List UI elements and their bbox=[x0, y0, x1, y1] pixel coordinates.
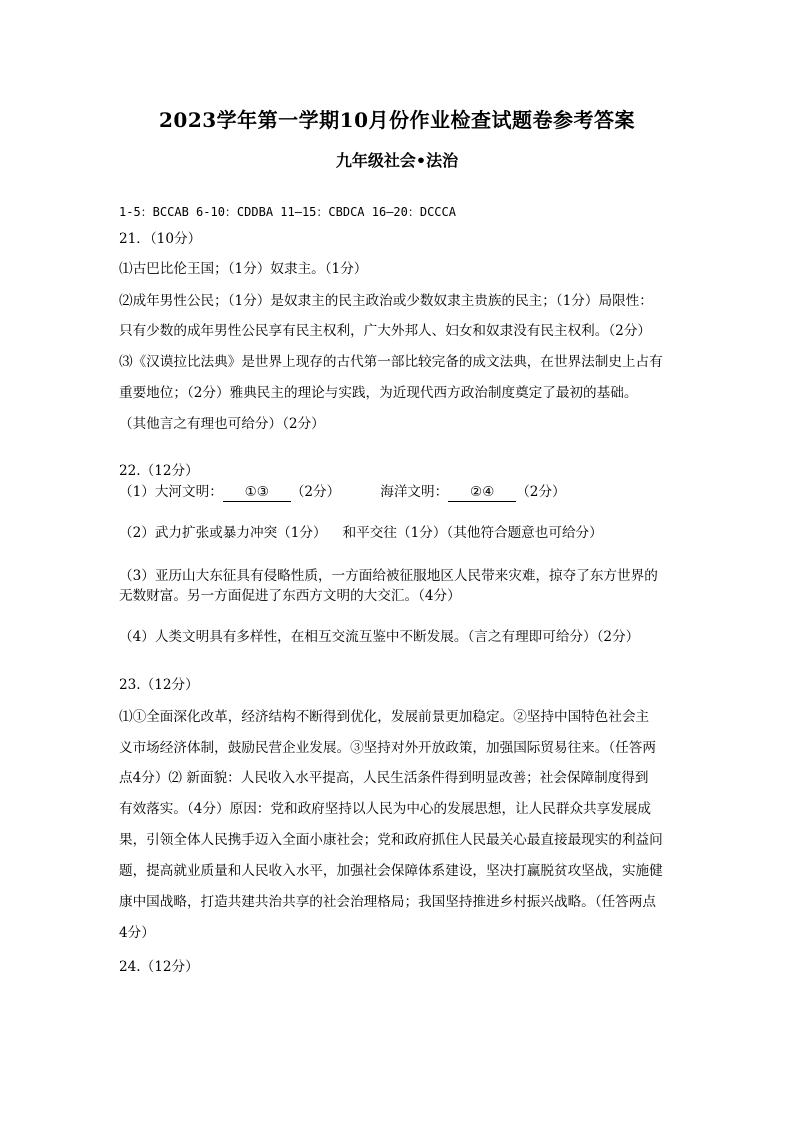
q21-line: （其他言之有理也可给分）（2分） bbox=[119, 416, 325, 432]
q21-line: ⑶《汉谟拉比法典》是世界上现存的古代第一部比较完备的成文法典，在世界法制史上占有 bbox=[119, 354, 663, 370]
q22-part4: （4）人类文明具有多样性，在相互交流互鉴中不断发展。（言之有理即可给分）（2分） bbox=[119, 629, 640, 645]
q23-line: ⑴①全面深化改革，经济结构不断得到优化，发展前景更加稳定。②坚持中国特色社会主 bbox=[119, 709, 650, 725]
q23-line: 义市场经济体制，鼓励民营企业发展。③坚持对外开放政策，加强国际贸易往来。（任答两 bbox=[119, 740, 656, 756]
q22-part2-a: （2）武力扩张或暴力冲突（1分） bbox=[119, 525, 327, 541]
q22-heading: 22.（12分） bbox=[119, 463, 199, 479]
q22-part2 bbox=[119, 524, 679, 542]
document-subtitle: 九年级社会•法治 bbox=[335, 151, 459, 170]
q21-line: 重要地位；（2分）雅典民主的理论与实践，为近现代西方政治制度奠定了最初的基础。 bbox=[119, 385, 638, 401]
q22-sea-answer-blank: ②④ bbox=[448, 483, 516, 502]
q21-line: ⑴古巴比伦王国；（1分）奴隶主。（1分） bbox=[119, 261, 368, 277]
q23-line: 果，引领全体人民携手迈入全面小康社会；党和政府抓住人民最关心最直接最现实的利益问 bbox=[119, 832, 663, 848]
q22-part3-line: （3）亚历山大东征具有侵略性质，一方面给被征服地区人民带来灾难，掠夺了东方世界的 bbox=[119, 568, 658, 584]
q22-part2-b: 和平交往（1分）（其他符合题意也可给分） bbox=[342, 525, 603, 541]
q23-heading: 23.（12分） bbox=[119, 677, 199, 693]
q23-line: 康中国战略，打造共建共治共享的社会治理格局；我国坚持推进乡村振兴战略。（任答两点 bbox=[119, 894, 656, 910]
multiple-choice-answers: 1-5：BCCAB 6-10：CDDBA 11—15：CBDCA 16—20：DCCCA bbox=[119, 205, 456, 219]
q22-sea-score: （2分） bbox=[516, 484, 566, 500]
document-title: 2023学年第一学期10月份作业检查试题卷参考答案 bbox=[159, 108, 635, 132]
q22-part1 bbox=[119, 483, 679, 502]
q22-river-answer-blank: ①③ bbox=[223, 483, 291, 502]
q21-line: ⑵成年男性公民；（1分）是奴隶主的民主政治或少数奴隶主贵族的民主；（1分）局限性： bbox=[119, 293, 653, 309]
q21-line: 只有少数的成年男性公民享有民主权利，广大外邦人、妇女和奴隶没有民主权利。（2分） bbox=[119, 323, 652, 339]
q23-line: 点4分）⑵ 新面貌：人民收入水平提高，人民生活条件得到明显改善；社会保障制度得到 bbox=[119, 770, 649, 786]
q21-heading: 21．（10分） bbox=[119, 231, 202, 247]
q22-river-label: （1）大河文明： bbox=[119, 484, 223, 500]
q23-line: 有效落实。（4分）原因：党和政府坚持以人民为中心的发展思想，让人民群众共享发展成 bbox=[119, 801, 652, 817]
q22-river-score: （2分） bbox=[290, 484, 341, 500]
q22-sea-label: 海洋文明： bbox=[380, 484, 449, 500]
q23-line: 4分） bbox=[119, 925, 155, 941]
q24-heading: 24.（12分） bbox=[119, 959, 199, 975]
q22-part3-line: 无数财富。另一方面促进了东西方文明的大交汇。（4分） bbox=[119, 588, 461, 604]
q23-line: 题，提高就业质量和人民收入水平，加强社会保障体系建设，坚决打赢脱贫攻坚战，实施健 bbox=[119, 863, 663, 879]
